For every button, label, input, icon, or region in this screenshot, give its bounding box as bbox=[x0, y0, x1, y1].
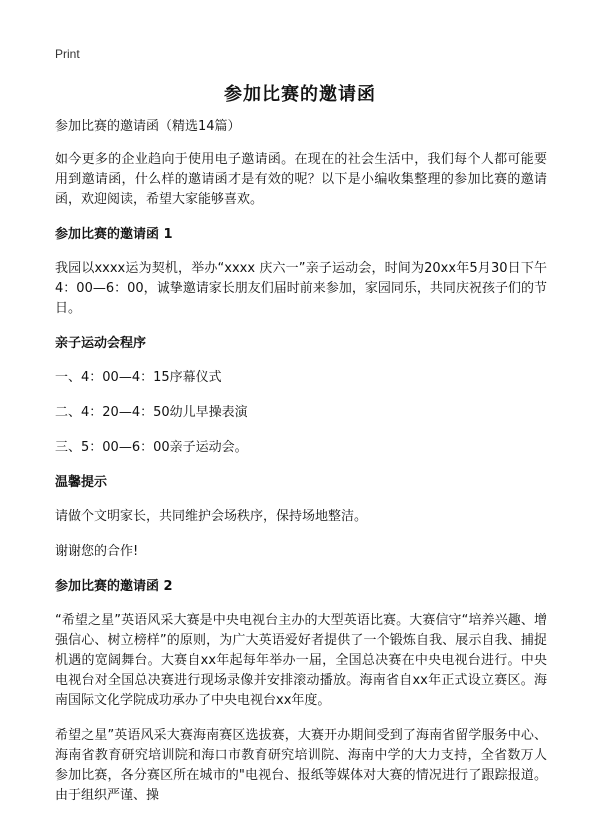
thanks-line: 谢谢您的合作! bbox=[55, 544, 139, 559]
document-body bbox=[55, 118, 547, 821]
document-title: 参加比赛的邀请函 bbox=[224, 84, 376, 105]
intro-paragraph: 如今更多的企业趋向于使用电子邀请函。在现在的社会生活中，我们每个人都可能要用到邀请函，什么样的邀请函才是有效的呢？以下是小编收集整理的参加比赛的邀请函，欢迎阅读，希望大家能够喜欢。 bbox=[55, 152, 547, 207]
section1-paragraph: 我园以xxxx运为契机，举办“xxxx 庆六一”亲子运动会，时间为20xx年5月30日下午4：00—6：00，诚挚邀请家长朋友们届时前来参加，家园同乐，共同庆祝孩子们的节日。 bbox=[55, 261, 547, 316]
program-heading: 亲子运动会程序 bbox=[55, 336, 147, 351]
program-item: 一、4：00—4：15序幕仪式 bbox=[55, 370, 222, 385]
program-item: 三、5：00—6：00亲子运动会。 bbox=[55, 440, 248, 455]
section1-heading: 参加比赛的邀请函 1 bbox=[55, 227, 173, 242]
section2-paragraph-2: 希望之星”英语风采大赛海南赛区选拔赛，大赛开办期间受到了海南省留学服务中心、海南省教育研究培训院和海口市教育研究培训院、海南中学的大力支持，全省数万人参加比赛，各分赛区所在城市的"电视台、报纸等媒体对大赛的情况进行了跟踪报道。由于组织严谨、操 bbox=[55, 728, 547, 803]
document-subtitle: 参加比赛的邀请函（精选14篇） bbox=[55, 119, 241, 134]
section2-paragraph-1: “希望之星”英语风采大赛是中央电视台主办的大型英语比赛。大赛信守“培养兴趣、增强信心、树立榜样”的原则，为广大英语爱好者提供了一个锻炼自我、展示自我、捕捉机遇的宽阔舞台。大赛自xx年起每年举办一届，全国总决赛在中央电视台进行。中央电视台对全国总决赛进行现场录像并安排滚动播放。海南省自xx年正式设立赛区。海南国际文化学院成功承办了中央电视台xx年度。 bbox=[55, 613, 547, 708]
section2-heading: 参加比赛的邀请函 2 bbox=[55, 579, 173, 594]
program-item: 二、4：20—4：50幼儿早操表演 bbox=[55, 405, 248, 420]
print-link[interactable]: Print bbox=[55, 47, 80, 61]
tips-line: 请做个文明家长，共同维护会场秩序，保持场地整洁。 bbox=[55, 509, 368, 524]
tips-heading: 温馨提示 bbox=[55, 475, 108, 490]
